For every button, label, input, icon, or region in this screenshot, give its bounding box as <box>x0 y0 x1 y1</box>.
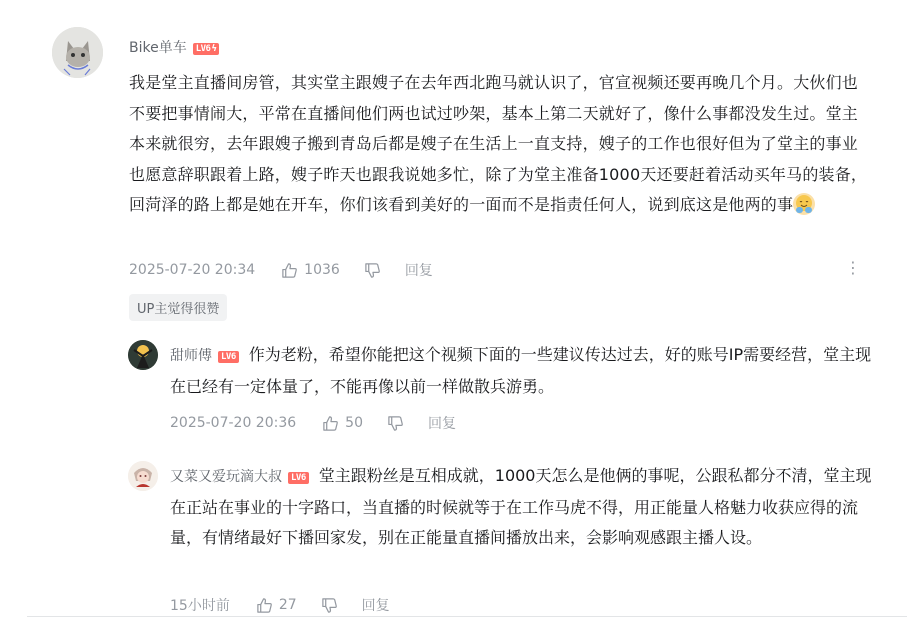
comment-meta <box>129 260 433 280</box>
reply-body: 作为老粉，希望你能把这个视频下面的一些建议传达过去，好的账号IP需要经营，堂主现在已经有一定体量了，不能再像以前一样做散兵游勇。 <box>170 345 872 396</box>
avatar[interactable] <box>52 27 103 78</box>
like-button[interactable] <box>281 262 340 279</box>
comment-username[interactable] <box>129 37 219 57</box>
cat-avatar-image <box>52 27 103 78</box>
reply-text <box>170 461 885 554</box>
timestamp: 2025-07-20 20:36 <box>170 415 297 431</box>
reply-username[interactable] <box>170 348 239 364</box>
divider <box>27 616 907 617</box>
more-vertical-icon[interactable]: ⋮ <box>845 258 861 277</box>
reply-text <box>170 340 876 402</box>
comment-body: 我是堂主直播间房管，其实堂主跟嫂子在去年西北跑马就认识了，官宣视频还要再晚几个月。大伙们也不要把事情闹大，平常在直播间他们两也试过吵架，基本上第二天就好了，像什么事都没发生过。堂主本来就很穷，去年跟嫂子搬到青岛后都是嫂子在生活上一直支持，嫂子的工作也很好但为了堂主的事业也愿意辞职跟着上路，嫂子昨天也跟我说她多忙，除了为堂主准备1000天还要赶着活动买年马的装备，回菏泽的路上都是她在开车，你们该看到美好的一面而不是指责任何人，说到底这是他两的事 <box>129 73 868 214</box>
thumb-down-icon <box>387 415 404 432</box>
like-button[interactable] <box>256 597 297 614</box>
silhouette-avatar-image <box>128 340 158 370</box>
dislike-button[interactable] <box>387 415 404 432</box>
thumb-down-icon <box>364 262 381 279</box>
timestamp: 2025-07-20 20:34 <box>129 262 256 278</box>
up-liked-badge: UP主觉得很赞 <box>129 294 227 321</box>
reply-button[interactable]: 回复 <box>428 416 456 432</box>
thumb-up-icon <box>322 415 339 432</box>
reply-button[interactable]: 回复 <box>361 598 390 614</box>
reply-meta <box>170 413 456 433</box>
dislike-button[interactable] <box>321 597 338 614</box>
like-count: 1036 <box>304 262 340 278</box>
level-text: LV6 <box>221 352 236 362</box>
level-badge <box>193 43 220 55</box>
username-text[interactable]: Bike单车 <box>129 40 187 56</box>
level-text: LV6 <box>291 473 306 483</box>
reply-button[interactable]: 回复 <box>404 263 433 279</box>
dislike-button[interactable] <box>364 262 381 279</box>
thumb-down-icon <box>321 597 338 614</box>
reply-avatar[interactable] <box>128 340 158 370</box>
anime-avatar-image <box>128 461 158 491</box>
reply-avatar[interactable] <box>128 461 158 491</box>
reply-username-text[interactable]: 又菜又爱玩滴大叔 <box>170 469 282 485</box>
reply-meta <box>170 595 390 615</box>
thumb-up-icon <box>281 262 298 279</box>
like-count: 27 <box>278 597 297 613</box>
like-button[interactable] <box>322 415 363 432</box>
thumb-up-icon <box>256 597 273 614</box>
like-count: 50 <box>345 415 363 431</box>
timestamp: 15小时前 <box>170 598 230 614</box>
hug-emoji-icon <box>793 193 815 215</box>
lightning-icon: ϟ <box>211 44 217 54</box>
level-badge <box>288 472 309 484</box>
reply-body: 堂主跟粉丝是互相成就，1000天怎么是他俩的事呢，公跟私都分不清，堂主现在正站在事业的十字路口，当直播的时候就等于在工作马虎不得，用正能量人格魅力收获应得的流量，有情绪最好下播回家发，别在正能量直播间播放出来，会影响观感跟主播人设。 <box>170 466 872 547</box>
reply-username-text[interactable]: 甜师傅 <box>170 348 212 364</box>
level-badge <box>218 351 239 363</box>
level-text: LV6 <box>195 44 211 54</box>
comment-text <box>129 68 869 221</box>
reply-username[interactable] <box>170 469 309 485</box>
